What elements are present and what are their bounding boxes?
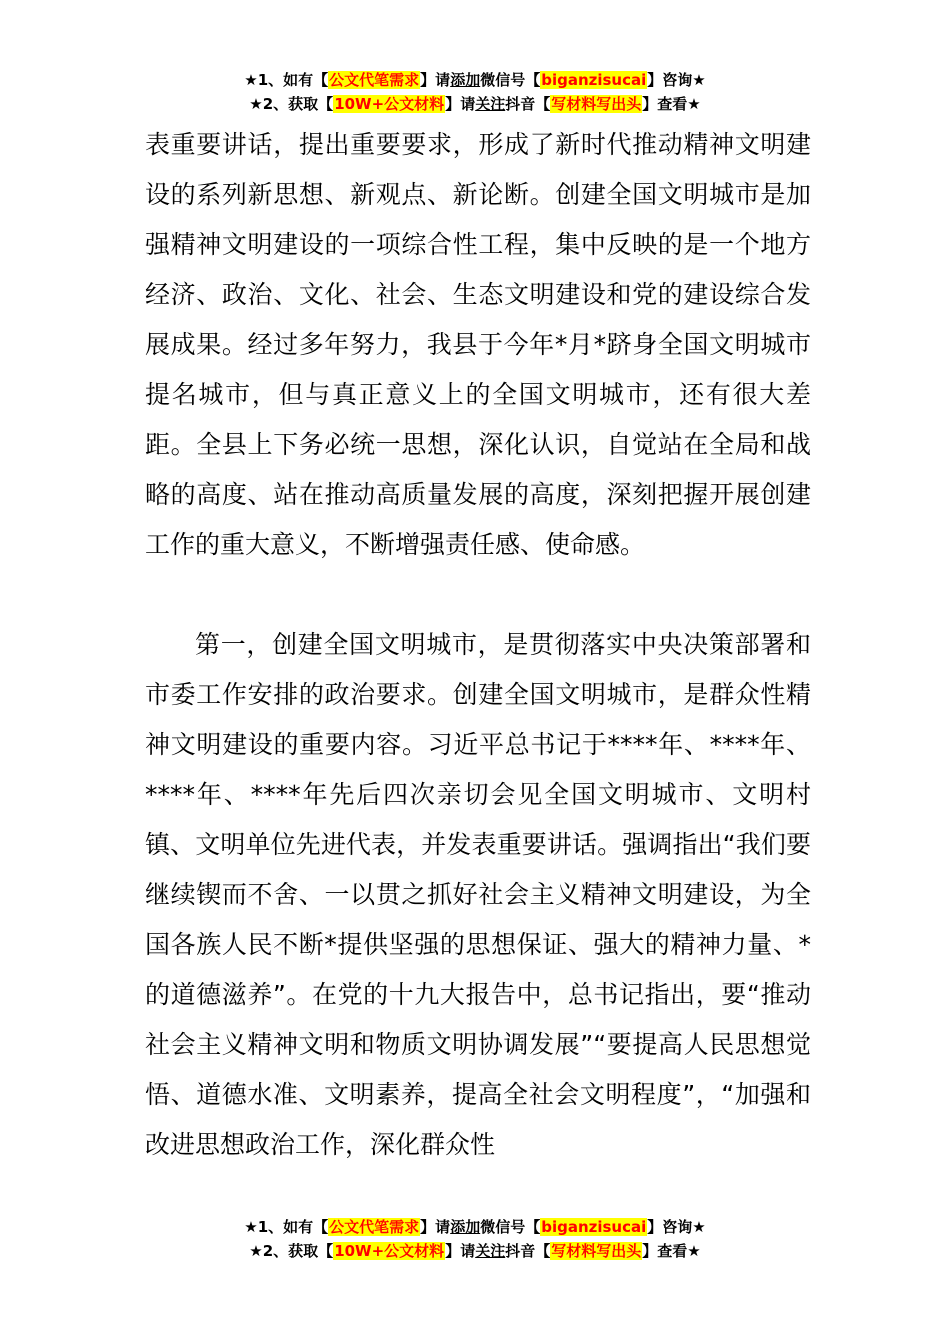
- banner-line-2: ★2、获取【10W+公文材料】请关注抖音【写材料写出头】查看★: [249, 95, 701, 113]
- banner-line-2: ★2、获取【10W+公文材料】请关注抖音【写材料写出头】查看★: [249, 1242, 701, 1260]
- paragraph: 表重要讲话，提出重要要求，形成了新时代推动精神文明建设的系列新思想、新观点、新论断。创建全国文明城市是加强精神文明建设的一项综合性工程，集中反映的是一个地方经济、政治、文化、社会、生态文明建设和党的建设综合发展成果。经过多年努力，我县于今年*月*跻身全国文明城市提名城市，但与真正意义上的全国文明城市，还有很大差距。全县上下务必统一思想，深化认识，自觉站在全局和战略的高度、站在推动高质量发展的高度，深刻把握开展创建工作的重大意义，不断增强责任感、使命感。: [145, 130, 811, 559]
- banner-line-1: ★1、如有【公文代笔需求】请添加微信号【biganzisucai】咨询★: [244, 71, 706, 89]
- header-banner: [0, 68, 950, 116]
- banner-highlight: 写材料写出头: [551, 95, 642, 113]
- banner-highlight: 10W+公文材料: [334, 95, 445, 113]
- banner-highlight: 公文代笔需求: [329, 71, 420, 89]
- footer-banner: [0, 1215, 950, 1263]
- banner-highlight: 10W+公文材料: [334, 1242, 445, 1260]
- banner-highlight: 公文代笔需求: [329, 1218, 420, 1236]
- banner-highlight: biganzisucai: [541, 71, 647, 89]
- banner-highlight: biganzisucai: [541, 1218, 647, 1236]
- banner-line-1: ★1、如有【公文代笔需求】请添加微信号【biganzisucai】咨询★: [244, 1218, 706, 1236]
- paragraph: 第一，创建全国文明城市，是贯彻落实中央决策部署和市委工作安排的政治要求。创建全国文明城市，是群众性精神文明建设的重要内容。习近平总书记于****年、****年、****年、****年先后四次亲切会见全国文明城市、文明村镇、文明单位先进代表，并发表重要讲话。强调指出“我们要继续锲而不舍、一以贯之抓好社会主义精神文明建设，为全国各族人民不断*提供坚强的思想保证、强大的精神力量、*的道德滋养”。在党的十九大报告中，总书记指出，要“推动社会主义精神文明和物质文明协调发展”“要提高人民思想觉悟、道德水准、文明素养，提高全社会文明程度”，“加强和改进思想政治工作，深化群众性: [145, 630, 811, 1159]
- document-body: [145, 120, 811, 1170]
- banner-highlight: 写材料写出头: [551, 1242, 642, 1260]
